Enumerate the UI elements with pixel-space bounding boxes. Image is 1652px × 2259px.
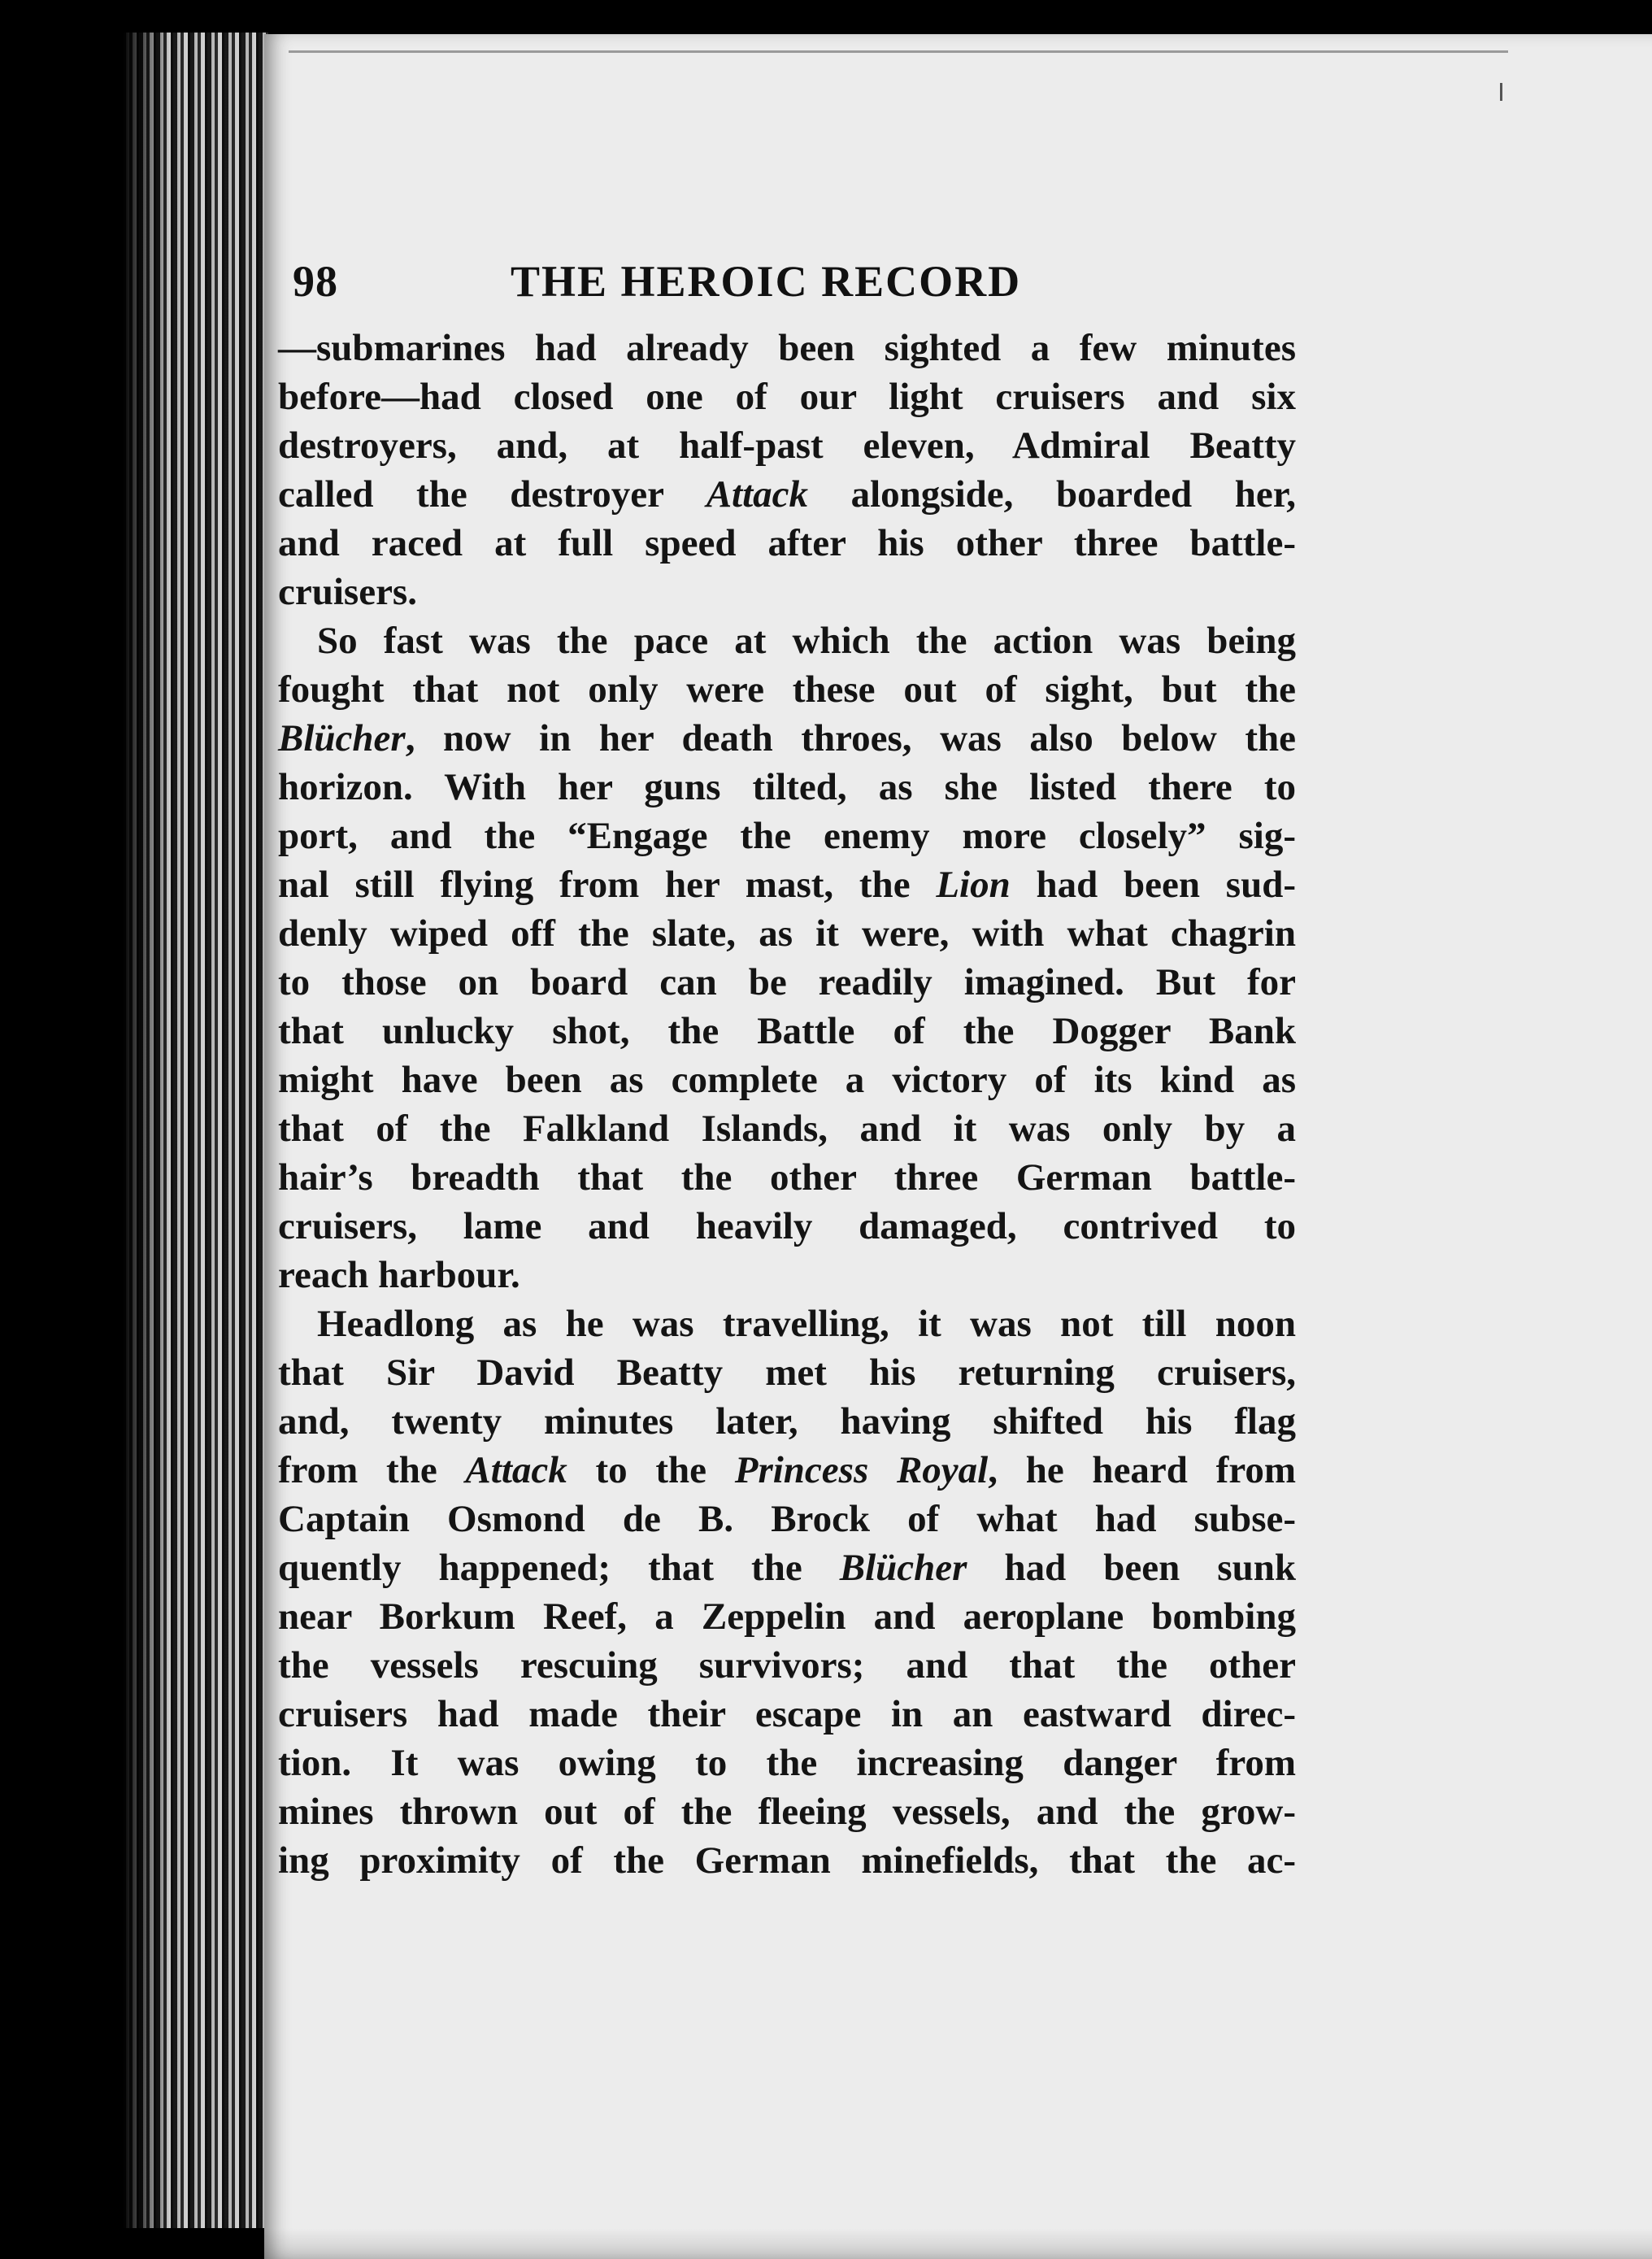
paragraph bbox=[278, 616, 1298, 1299]
running-title: THE HEROIC RECORD bbox=[511, 257, 1022, 306]
paragraph bbox=[278, 324, 1298, 616]
page-number: 98 bbox=[293, 257, 338, 306]
text-line: ing proximity of the German minefields, that the ac- bbox=[278, 1839, 1296, 1882]
body-text bbox=[278, 324, 1298, 1885]
page-top-edge bbox=[289, 50, 1508, 53]
text-line: near Borkum Reef, a Zeppelin and aeroplane bombing bbox=[278, 1595, 1296, 1638]
text-line: cruisers. bbox=[278, 571, 417, 613]
text-line: to those on board can be readily imagined. But for bbox=[278, 961, 1296, 1003]
text-line: mines thrown out of the fleeing vessels, and the grow- bbox=[278, 1791, 1296, 1833]
page-mark bbox=[1500, 83, 1502, 101]
text-line: that Sir David Beatty met his returning cruisers, bbox=[278, 1351, 1296, 1394]
page-edges-shadow bbox=[122, 33, 171, 2228]
text-line: cruisers had made their escape in an eastward direc- bbox=[278, 1693, 1296, 1735]
text-line: and raced at full speed after his other three battle- bbox=[278, 522, 1296, 564]
text-line: Captain Osmond de B. Brock of what had subse- bbox=[278, 1498, 1296, 1540]
text-line: and, twenty minutes later, having shifted his flag bbox=[278, 1400, 1296, 1443]
text-line: reach harbour. bbox=[278, 1254, 520, 1296]
page-bottom-shadow bbox=[264, 2228, 1652, 2259]
text-line: might have been as complete a victory of its kind as bbox=[278, 1059, 1296, 1101]
text-line: tion. It was owing to the increasing danger from bbox=[278, 1742, 1296, 1784]
text-line: called the destroyer Attack alongside, boarded her, bbox=[278, 473, 1296, 516]
text-line: cruisers, lame and heavily damaged, contrived to bbox=[278, 1205, 1296, 1247]
text-line: denly wiped off the slate, as it were, with what chagrin bbox=[278, 912, 1296, 955]
text-line: the vessels rescuing survivors; and that the other bbox=[278, 1644, 1296, 1687]
text-line: fought that not only were these out of sight, but the bbox=[278, 668, 1296, 711]
text-line: nal still flying from her mast, the Lion had been sud- bbox=[278, 864, 1297, 906]
text-line: from the Attack to the Princess Royal, he heard from bbox=[278, 1449, 1296, 1491]
paragraph bbox=[278, 1299, 1298, 1885]
text-line: destroyers, and, at half-past eleven, Admiral Beatty bbox=[278, 424, 1296, 467]
text-line: before—had closed one of our light cruisers and six bbox=[278, 376, 1296, 418]
text-line: port, and the “Engage the enemy more closely” sig- bbox=[278, 815, 1296, 857]
running-head bbox=[293, 256, 1289, 321]
text-line: Headlong as he was travelling, it was not till noon bbox=[317, 1303, 1296, 1345]
text-line: that unlucky shot, the Battle of the Dogger Bank bbox=[278, 1010, 1296, 1052]
text-line: So fast was the pace at which the action was being bbox=[317, 620, 1296, 662]
text-line: —submarines had already been sighted a few minutes bbox=[278, 327, 1296, 369]
text-line: that of the Falkland Islands, and it was only by a bbox=[278, 1108, 1296, 1150]
text-line: quently happened; that the Blücher had been sunk bbox=[278, 1547, 1296, 1589]
text-line: hair’s breadth that the other three German battle- bbox=[278, 1156, 1296, 1199]
text-line: Blücher, now in her death throes, was also below the bbox=[278, 717, 1296, 760]
text-line: horizon. With her guns tilted, as she listed there to bbox=[278, 766, 1296, 808]
